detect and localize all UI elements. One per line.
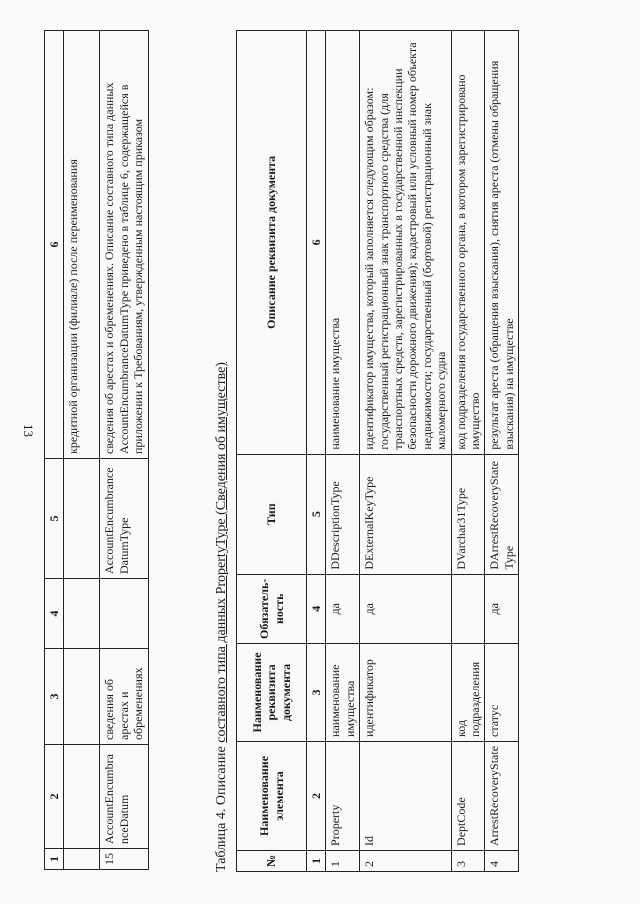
cell-num: 3 <box>451 850 485 871</box>
table-continuation <box>44 30 149 870</box>
header-cell: 3 <box>45 649 64 745</box>
header-requisite: Наименование реквизита документа <box>237 643 307 741</box>
cell-num: 4 <box>485 850 519 871</box>
cell-type: DExternalKeyType <box>360 454 451 574</box>
cell-description: идентификатор имущества, который заполняется следующим образом: государственный регистрационный знак транспортного средства (для транспортных средств, зарегистрированных в государственной инспекции безопасности дорожного движения); кадастровый или условный номер объекта недвижимости; государственный (бортовой) регистрационный знак маломерного судна <box>360 31 451 455</box>
cell-type: DVarchar31Type <box>451 454 485 574</box>
header-required: Обязатель-ность <box>237 574 307 643</box>
caption-prefix: Таблица 4. Описание <box>214 742 229 872</box>
number-cell: 3 <box>307 643 326 741</box>
table-row <box>360 31 451 872</box>
cell-required <box>100 579 148 649</box>
header-element: Наименование элемента <box>237 741 307 850</box>
cell-requisite: наименование имущества <box>326 643 360 741</box>
cell-description: сведения об арестах и обременениях. Описание составного типа данных AccountEncumbranceDatumType приведено в таблице 6, содержащейся в приложении к Требованиям, утвержденным настоящим приказом <box>100 31 148 459</box>
table-row <box>326 31 360 872</box>
header-cell: 5 <box>45 459 64 579</box>
number-cell: 4 <box>307 574 326 643</box>
table-header-row <box>237 31 307 872</box>
cell-type: DDescriptionType <box>326 454 360 574</box>
cell-required <box>64 579 100 649</box>
cell-element: Property <box>326 741 360 850</box>
table-caption <box>214 362 230 872</box>
header-cell: 2 <box>45 745 64 849</box>
table-row <box>451 31 485 872</box>
cell-element: DeptCode <box>451 741 485 850</box>
cell-requisite: сведения об арестах и обременениях <box>100 649 148 745</box>
cell-element: ArrestRecoveryState <box>485 741 519 850</box>
number-cell: 5 <box>307 454 326 574</box>
cell-num: 15 <box>100 849 148 870</box>
cell-type: AccountEncumbranceDatumType <box>100 459 148 579</box>
cell-requisite: идентификатор <box>360 643 451 741</box>
cell-required <box>451 574 485 643</box>
cell-required: да <box>326 574 360 643</box>
rotated-page-content <box>0 16 640 886</box>
cell-type: DArrestRecoveryStateType <box>485 454 519 574</box>
header-description: Описание реквизита документа <box>237 31 307 455</box>
cell-element: AccountEncumbranceDatum <box>100 745 148 849</box>
cell-description: наименование имущества <box>326 31 360 455</box>
header-number: № <box>237 850 307 871</box>
table-row <box>100 31 148 870</box>
cell-element <box>64 745 100 849</box>
cell-requisite <box>64 649 100 745</box>
table-row <box>64 31 100 870</box>
number-cell: 2 <box>307 741 326 850</box>
cell-element: Id <box>360 741 451 850</box>
cell-description: код подразделения государственного органа, в котором зарегистрировано имущество <box>451 31 485 455</box>
caption-underlined: составного типа данных PropertyType (Сведения об имуществе) <box>214 362 229 743</box>
cell-required: да <box>485 574 519 643</box>
number-cell: 6 <box>307 31 326 455</box>
cell-required: да <box>360 574 451 643</box>
header-cell: 1 <box>45 849 64 870</box>
table-row <box>485 31 519 872</box>
cell-requisite: код подразделения <box>451 643 485 741</box>
cell-description: результат ареста (обращения взыскания), снятия ареста (отмены обращения взыскания) на имуществе <box>485 31 519 455</box>
table-property-type <box>236 30 519 872</box>
header-cell: 6 <box>45 31 64 459</box>
table-header-row <box>45 31 64 870</box>
cell-num: 2 <box>360 850 451 871</box>
header-cell: 4 <box>45 579 64 649</box>
cell-description: кредитной организации (филиале) после переименования <box>64 31 100 459</box>
header-type: Тип <box>237 454 307 574</box>
cell-requisite: статус <box>485 643 519 741</box>
cell-num <box>64 849 100 870</box>
cell-num: 1 <box>326 850 360 871</box>
page-number: 13 <box>21 424 36 437</box>
table-number-row <box>307 31 326 872</box>
number-cell: 1 <box>307 850 326 871</box>
cell-type <box>64 459 100 579</box>
